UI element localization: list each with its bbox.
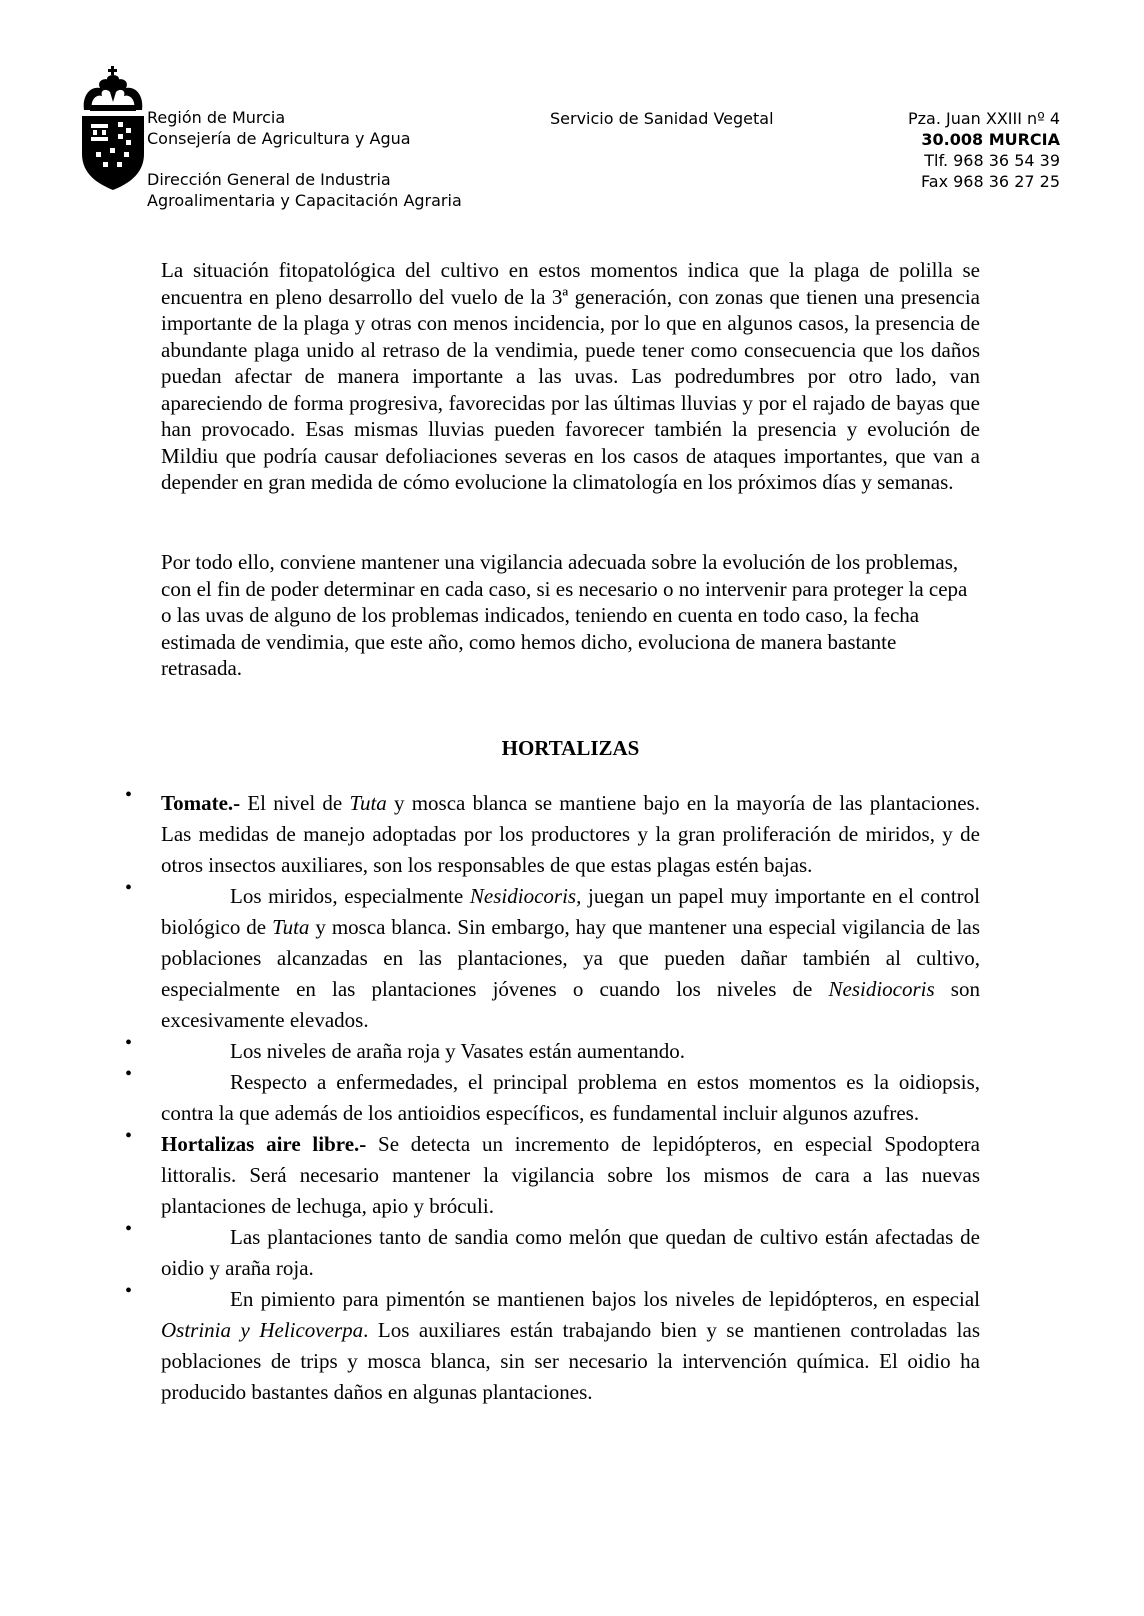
org-directorate: Dirección General de Industria [147, 170, 391, 189]
address-street: Pza. Juan XXIII nº 4 [907, 109, 1060, 128]
list-item: • Las plantaciones tanto de sandia como melón que quedan de cultivo están afectadas de oidio y araña roja. [161, 1222, 980, 1284]
org-directorate-cont: Agroalimentaria y Capacitación Agraria [147, 191, 462, 210]
list-item: • En pimiento para pimentón se mantienen bajos los niveles de lepidópteros, en especial Ostrinia y Helicoverpa. Los auxiliares están trabajando bien y se mantienen controladas las poblaciones de trips y mosca blanca, sin ser necesario la intervención química. El oidio ha producido bastantes daños en algunas plantaciones. [161, 1284, 980, 1408]
hortalizas-list [125, 784, 981, 1408]
list-item: • Respecto a enfermedades, el principal problema en estos momentos es la oidiopsis, contra la que además de los antioidios específicos, es fundamental incluir algunos azufres. [161, 1067, 980, 1129]
bullet-icon: • [125, 1032, 133, 1054]
list-item: • Tomate.- El nivel de Tuta y mosca blanca se mantiene bajo en la mayoría de las plantaciones. Las medidas de manejo adoptadas por los productores y la gran proliferación de miridos, y de otros insectos auxiliares, son los responsables de que estas plagas estén bajas. [161, 788, 980, 881]
list-item: • Hortalizas aire libre.- Se detecta un incremento de lepidópteros, en especial Spodoptera littoralis. Será necesario mantener la vigilancia sobre los mismos de cara a las nuevas plantaciones de lechuga, apio y bróculi. [161, 1129, 980, 1222]
org-region: Región de Murcia [147, 108, 286, 127]
org-department: Consejería de Agricultura y Agua [147, 129, 411, 148]
bullet-icon: • [125, 784, 133, 806]
service-name: Servicio de Sanidad Vegetal [550, 109, 774, 128]
intro-paragraph-1: La situación fitopatológica del cultivo en estos momentos indica que la plaga de polilla se encuentra en pleno desarrollo del vuelo de la 3ª generación, con zonas que tienen una presencia importante de la plaga y otras con menos incidencia, por lo que en algunos casos, la presencia de abundante plaga unido al retraso de la vendimia, puede tener como consecuencia que los daños puedan afectar de manera importante a las uvas. Las podredumbres por otro lado, van apareciendo de forma progresiva, favorecidas por las últimas lluvias y por el rajado de bayas que han provocado. Esas mismas lluvias pueden favorecer también la presencia y evolución de Mildiu que podría causar defoliaciones severas en los casos de ataques importantes, que van a depender en gran medida de cómo evolucione la climatología en los próximos días y semanas. [161, 258, 980, 494]
section-heading: HORTALIZAS [501, 736, 640, 760]
phone-number: Tlf. 968 36 54 39 [924, 151, 1060, 170]
bullet-icon: • [125, 1280, 133, 1302]
organization-block [147, 107, 462, 211]
list-item: • Los niveles de araña roja y Vasates están aumentando. [161, 1036, 980, 1067]
bullet-icon: • [125, 1218, 133, 1240]
bullet-icon: • [125, 1125, 133, 1147]
fax-number: Fax 968 36 27 25 [921, 172, 1060, 191]
intro-paragraph-2: Por todo ello, conviene mantener una vigilancia adecuada sobre la evolución de los problemas, con el fin de poder determinar en cada caso, si es necesario o no intervenir para proteger la cepa o las uvas de alguno de los problemas indicados, teniendo en cuenta en todo caso, la fecha estimada de vendimia, que este año, como hemos dicho, evoluciona de manera bastante retrasada. [161, 550, 968, 680]
address-city: 30.008 MURCIA [921, 130, 1060, 149]
address-block [908, 108, 1060, 192]
bullet-icon: • [125, 1063, 133, 1085]
bullet-icon: • [125, 877, 133, 899]
list-item: • Los miridos, especialmente Nesidiocoris, juegan un papel muy importante en el control biológico de Tuta y mosca blanca. Sin embargo, hay que mantener una especial vigilancia de las poblaciones alcanzadas en las plantaciones, ya que pueden dañar también al cultivo, especialmente en las plantaciones jóvenes o cuando los niveles de Nesidiocoris son excesivamente elevados. [161, 881, 980, 1036]
region-crest-logo [80, 66, 146, 190]
